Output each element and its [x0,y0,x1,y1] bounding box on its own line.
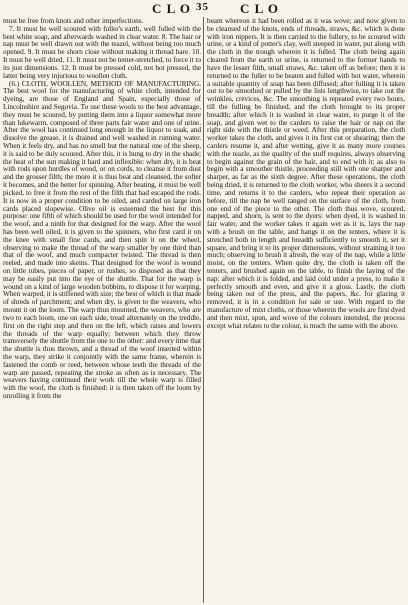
header-left-word: C L O [152,1,191,16]
page-number: 35 [196,1,209,13]
header-right-word: C L O [240,1,279,16]
paragraph: must be free from knots and other imperfections. [3,17,144,25]
right-text-column [207,17,405,603]
paragraph: beam whereon it had been rolled as it was wove; and now given to be cleansed of the knots, ends of threads, straws, &c. which is done with iron nippers. It is then carried to the fullery, to be scoured with urine, or a kind of potter's clay, well steeped in water, put along with the cloth in the trough wherein it is fulled. The cloth being again cleared from the earth or urine, is returned to the former hands to have the lesser filth, small straws, &c. taken off as before; then it is returned to the fuller to be beaten and fulled with hot water, wherein a suitable quantity of soap has been diffused; after fulling it is taken out to be smoothed or pulled by the lists lengthwise, to take out the wrinkles, crevices, &c. The smoothing is repeated every two hours, till the fulling be finished, and the cloth brought to its proper breadth; after which it is washed in clear water, to purge it of the soap, and given wet to the carders to raise the hair or nap on the right side with the thistle or weed. After this preparation, the cloth worker takes the cloth, and gives it its first cut or shearing; then the carders resume it, and after wetting, give it as many more courses with the teazle, as the quality of the stuff requires, always observing to begin against the grain of the hair, and to end with it; as also to begin with a smoother thistle, proceeding still with one sharper and sharper, as far as the sixth degree. After these operations, the cloth being dried, it is returned to the cloth worker, who sheers it a second time, and returns it to the carders, who repeat their operation as before, till the nap be well ranged on the surface of the cloth, from one end of the piece to the other. The cloth thus wove, scoured, napped, and shorn, is sent to the dyers: when dyed, it is washed in fair water, and the worker takes it again wet as it is, lays the nap with a brush on the table, and hangs it on the tenters, where it is stretched both in length and breadth sufficiently to smooth it, set it square, and bring it to its proper dimensions, without straining it too much; observing to brush it afresh, the way of the nap, while a little moist, on the tenters. When quite dry, the cloth is taken off the tenters, and brushed again on the table, to finish the laying of the nap: after which it is folded, and laid cold under a press, to make it perfectly smooth and even, and give it a gloss. Lastly, the cloth being taken out of the press, and the papers, &c. for glazing it removed, it is in a condition for sale or use. With regard to the manufacture of mixt cloths, or those wherein the wools are first dyed and then mixt, spun, and wove of the colours intended, the process except what relates to the colour, is much the same with the above. [207,17,405,330]
running-header [0,1,408,15]
paragraph: 7. It must be well scoured with fuller's earth, well fulled with the best white soap, and afterwards washed in clear water. 8. The hair or nap must be well drawn out with the teazel, without being too much opened. 9. It must be shorn close without making it thread bare. 10. It must be well dried. 11. It must not be tenter-stretched, to force it to its just dimensions. 12. It must be pressed cold, not hot pressed, the latter being very injurious to woollen cloth. [3,23,201,80]
paragraph: (6.) CLOTH, WOOLLEN, METHOD OF MANUFACTURING. The best wool for the manufacturing of white cloth, intended for dyeing, are those of England and Spain, especially those of Lincolnshire and Segovia. To use these wools to the best advantage, they must be scoured, by putting them into a liquor somewhat more than lukewarm, composed of three parts fair water and one of urine. After the wool has continued long enough in the liquor to soak, and dissolve the grease, it is drained and well washed in running water. When it feels dry, and has no smell but the natural one of the sheep, it is said to be duly scoured. After this, it is hung to dry in the shade; the heat of the sun making it hard and inflexible: when dry, it is beat with rods upon hurdles of wood, or on cords, to cleanse it from dust and the grosser filth; the more it is thus beat and cleansed, the softer it becomes, and the better for spinning. After beating, it must be well picked, to free it from the rest of the filth that had escaped the rods. It is now in a proper condition to be oiled, and carded on large iron cards placed slopewise. Olive oil is esteemed the best for this purpose: one fifth of which should be used for the wool intended for the woof, and a ninth for that designed for the warp. After the wool has been well oiled, it is given to the spinners, who first card it on the knee with small fine cards, and then spin it on the wheel, observing to make the thread of the warp smaller by one third than that of the woof, and much compacter twisted. The thread is then reeled, and made into skeins. That designed for the woof is wound on little tubes, pieces of paper, or rushes, so disposed as that they may be easily put into the eye of the shuttle. That for the warp is wound on a kind of large wooden bobbins, to dispose it for warping. When warped, it is stiffened with size; the best of which is that made of shreds of parchment; and when dry, is given to the weavers, who mount it on the loom. The warp thus mounted, the weavers, who are two to each loom, one on each side, tread alternately on the treddle, first on the right step and then on the left, which raises and lowers the threads of the warp equally; between which they throw transversely the shuttle from the one to the other: and every time that the shuttle is thus thrown, and a thread of the woof inserted within the warp, they strike it conjointly with the same frame, wherein is fastened the comb or reed, between whose teeth the threads of the warp are passed, repeating the stroke as often as is necessary. The weavers having continued their work till the whole warp is filled with the woof, the cloth is finished: it is then taken off the loom by unrolling it from the [3,78,201,400]
column-divider [203,17,204,603]
left-text-column [3,17,201,603]
